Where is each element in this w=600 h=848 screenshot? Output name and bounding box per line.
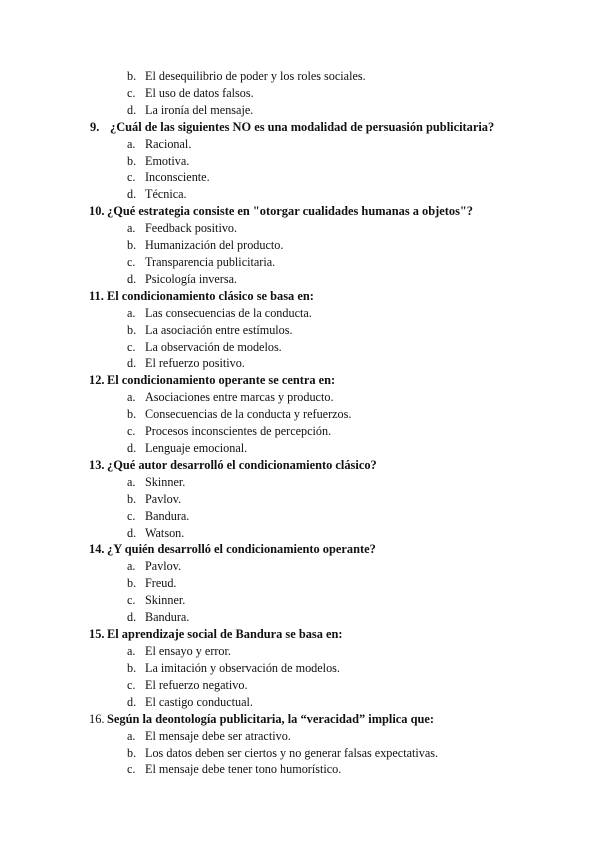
option-text: Emotiva. [145, 153, 190, 168]
question-heading [0, 288, 600, 305]
question-number: 15. [89, 627, 105, 642]
question-heading [0, 119, 600, 136]
question-number: 14. [89, 542, 105, 557]
option-text: Técnica. [145, 187, 187, 202]
option-text: Freud. [145, 576, 177, 591]
answer-option [0, 694, 600, 711]
exam-page [0, 68, 600, 778]
question-number: 16. [89, 711, 105, 726]
option-letter: a. [127, 390, 136, 405]
question-number: 12. [89, 373, 105, 388]
option-text: El refuerzo negativo. [145, 677, 248, 692]
option-letter: a. [127, 474, 136, 489]
answer-option [0, 186, 600, 203]
option-text: El ensayo y error. [145, 644, 231, 659]
question-heading [0, 541, 600, 558]
answer-option [0, 322, 600, 339]
answer-option [0, 508, 600, 525]
answer-option [0, 474, 600, 491]
option-text: El uso de datos falsos. [145, 85, 254, 100]
question-text: El aprendizaje social de Bandura se basa en: [107, 627, 343, 642]
option-letter: c. [127, 339, 136, 354]
option-letter: d. [127, 525, 137, 540]
option-text: Pavlov. [145, 559, 182, 574]
option-letter: d. [127, 271, 137, 286]
option-text: Lenguaje emocional. [145, 441, 248, 456]
question-heading [0, 372, 600, 389]
option-text: Los datos deben ser ciertos y no generar falsas expectativas. [145, 745, 439, 760]
option-letter: c. [127, 677, 136, 692]
answer-option [0, 761, 600, 778]
question-text: Según la deontología publicitaria, la “veracidad” implica que: [107, 711, 434, 726]
option-text: Inconsciente. [145, 170, 210, 185]
option-text: La ironía del mensaje. [145, 102, 254, 117]
option-text: Skinner. [145, 474, 186, 489]
option-text: Las consecuencias de la conducta. [145, 305, 312, 320]
option-text: Procesos inconscientes de percepción. [145, 424, 332, 439]
answer-option [0, 660, 600, 677]
answer-option [0, 745, 600, 762]
option-letter: b. [127, 491, 137, 506]
answer-option [0, 389, 600, 406]
option-letter: b. [127, 576, 137, 591]
question-number: 10. [89, 204, 105, 219]
question-heading [0, 711, 600, 728]
option-text: El castigo conductual. [145, 694, 253, 709]
option-letter: c. [127, 762, 136, 777]
option-letter: d. [127, 610, 137, 625]
option-text: Feedback positivo. [145, 221, 238, 236]
option-letter: d. [127, 356, 137, 371]
question-text: ¿Qué estrategia consiste en "otorgar cualidades humanas a objetos"? [107, 204, 473, 219]
answer-option [0, 525, 600, 542]
answer-option [0, 575, 600, 592]
option-letter: b. [127, 745, 137, 760]
option-letter: b. [127, 660, 137, 675]
answer-option [0, 136, 600, 153]
answer-option [0, 271, 600, 288]
answer-option [0, 220, 600, 237]
option-letter: d. [127, 187, 137, 202]
option-text: Consecuencias de la conducta y refuerzos. [145, 407, 352, 422]
option-letter: b. [127, 322, 137, 337]
answer-option [0, 169, 600, 186]
option-letter: a. [127, 644, 136, 659]
option-letter: b. [127, 153, 137, 168]
option-text: Psicología inversa. [145, 271, 238, 286]
answer-option [0, 85, 600, 102]
option-letter: c. [127, 508, 136, 523]
answer-option [0, 491, 600, 508]
answer-option [0, 339, 600, 356]
option-letter: c. [127, 170, 136, 185]
question-text: El condicionamiento clásico se basa en: [107, 288, 314, 303]
answer-option [0, 609, 600, 626]
option-text: El desequilibrio de poder y los roles sociales. [145, 69, 366, 83]
option-letter: b. [127, 407, 137, 422]
answer-option [0, 237, 600, 254]
question-number: 9. [90, 119, 100, 134]
question-text: El condicionamiento operante se centra en: [107, 373, 336, 388]
answer-option [0, 728, 600, 745]
option-text: Asociaciones entre marcas y producto. [145, 390, 334, 405]
answer-option [0, 592, 600, 609]
option-text: El mensaje debe tener tono humorístico. [145, 762, 342, 777]
option-letter: d. [127, 102, 137, 117]
question-heading [0, 203, 600, 220]
option-letter: c. [127, 424, 136, 439]
question-heading [0, 457, 600, 474]
option-text: Bandura. [145, 610, 190, 625]
option-letter: a. [127, 136, 136, 151]
answer-option [0, 406, 600, 423]
answer-option [0, 102, 600, 119]
option-letter: a. [127, 221, 136, 236]
option-text: Transparencia publicitaria. [145, 255, 276, 270]
option-text: Humanización del producto. [145, 238, 284, 253]
option-letter: d. [127, 441, 137, 456]
question-text: ¿Cuál de las siguientes NO es una modalidad de persuasión publicitaria? [110, 119, 495, 134]
answer-option [0, 153, 600, 170]
option-letter: c. [127, 255, 136, 270]
answer-option [0, 355, 600, 372]
option-text: El mensaje debe ser atractivo. [145, 728, 291, 743]
question-heading [0, 626, 600, 643]
answer-option [0, 254, 600, 271]
answer-option [0, 68, 600, 85]
option-text: Bandura. [145, 508, 190, 523]
answer-option [0, 305, 600, 322]
option-letter: a. [127, 728, 136, 743]
option-letter: b. [127, 238, 137, 253]
answer-option [0, 558, 600, 575]
option-text: Watson. [145, 525, 185, 540]
question-text: ¿Y quién desarrolló el condicionamiento operante? [107, 542, 376, 557]
option-text: La asociación entre estímulos. [145, 322, 293, 337]
answer-option [0, 440, 600, 457]
answer-option [0, 643, 600, 660]
option-letter: a. [127, 305, 136, 320]
option-letter: c. [127, 85, 136, 100]
option-letter: a. [127, 559, 136, 574]
question-number: 13. [89, 457, 105, 472]
question-text: ¿Qué autor desarrolló el condicionamiento clásico? [107, 457, 377, 472]
question-number: 11. [89, 288, 104, 303]
option-text: La observación de modelos. [145, 339, 282, 354]
option-text: Pavlov. [145, 491, 182, 506]
option-letter: c. [127, 593, 136, 608]
answer-option [0, 677, 600, 694]
option-text: Skinner. [145, 593, 186, 608]
option-text: Racional. [145, 136, 192, 151]
option-letter: d. [127, 694, 137, 709]
answer-option [0, 423, 600, 440]
option-text: El refuerzo positivo. [145, 356, 245, 371]
option-text: La imitación y observación de modelos. [145, 660, 340, 675]
option-letter: b. [127, 69, 137, 83]
